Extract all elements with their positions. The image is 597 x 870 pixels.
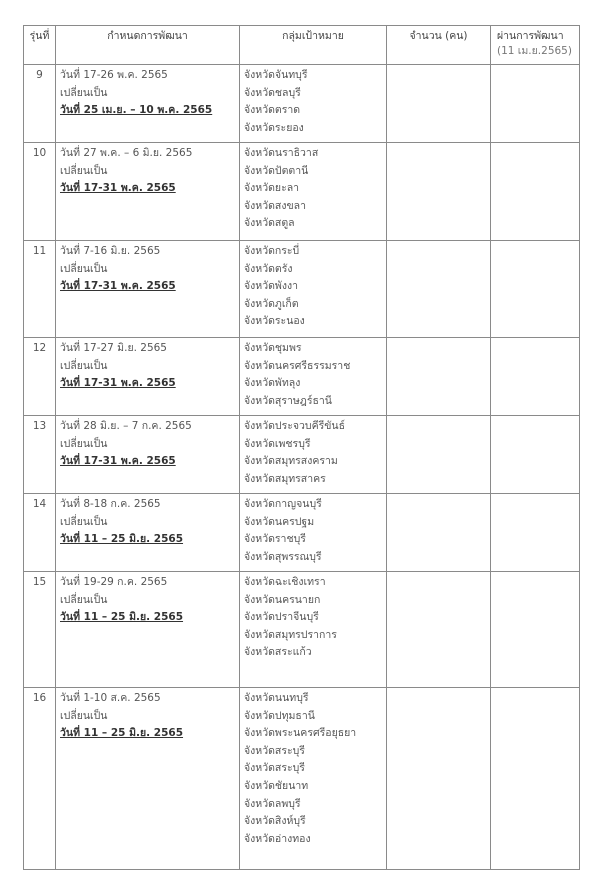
round-number: 10 <box>24 143 56 241</box>
original-date: วันที่ 17-26 พ.ค. 2565 <box>60 69 168 81</box>
changed-to-label: เปลี่ยนเป็น <box>60 164 108 177</box>
original-date: วันที่ 17-27 มิ.ย. 2565 <box>60 342 167 354</box>
schedule-cell <box>56 143 240 241</box>
new-date: วันที่ 11 – 25 มิ.ย. 2565 <box>60 533 184 546</box>
passed-cell <box>491 338 580 416</box>
target-provinces-cell <box>240 143 387 241</box>
count-cell <box>387 143 491 241</box>
table-row <box>24 572 580 688</box>
province-item: จังหวัดสงขลา <box>244 199 306 212</box>
province-item: จังหวัดสมุทรปราการ <box>244 628 337 641</box>
header-passed-label: ผ่านการพัฒนา <box>497 30 564 42</box>
province-item: จังหวัดชลบุรี <box>244 86 301 99</box>
province-item: จังหวัดพระนครศรีอยุธยา <box>244 727 357 740</box>
new-date: วันที่ 17-31 พ.ค. 2565 <box>60 182 176 195</box>
round-number: 11 <box>24 241 56 338</box>
round-number: 13 <box>24 416 56 494</box>
original-date: วันที่ 19-29 ก.ค. 2565 <box>60 576 168 588</box>
province-item: จังหวัดสระบุรี <box>244 744 305 757</box>
target-provinces-cell <box>240 338 387 416</box>
round-number: 9 <box>24 65 56 143</box>
schedule-cell <box>56 65 240 143</box>
new-date: วันที่ 11 – 25 มิ.ย. 2565 <box>60 611 184 624</box>
province-item: จังหวัดอ่างทอง <box>244 832 311 845</box>
passed-cell <box>491 572 580 688</box>
schedule-cell <box>56 494 240 572</box>
target-provinces-cell <box>240 416 387 494</box>
passed-cell <box>491 416 580 494</box>
changed-to-label: เปลี่ยนเป็น <box>60 359 108 372</box>
count-cell <box>387 572 491 688</box>
round-number: 16 <box>24 688 56 870</box>
province-item: จังหวัดเพชรบุรี <box>244 437 311 450</box>
header-target: กลุ่มเป้าหมาย <box>240 26 387 65</box>
table-row <box>24 416 580 494</box>
province-item: จังหวัดระยอง <box>244 121 304 134</box>
schedule-cell <box>56 416 240 494</box>
new-date: วันที่ 17-31 พ.ค. 2565 <box>60 377 176 390</box>
passed-cell <box>491 143 580 241</box>
target-provinces-cell <box>240 494 387 572</box>
province-item: จังหวัดระนอง <box>244 315 305 328</box>
province-item: จังหวัดสิงห์บุรี <box>244 815 306 828</box>
changed-to-label: เปลี่ยนเป็น <box>60 437 108 450</box>
schedule-cell <box>56 688 240 870</box>
header-count: จำนวน (คน) <box>387 26 491 65</box>
changed-to-label: เปลี่ยนเป็น <box>60 593 108 606</box>
province-item: จังหวัดสุพรรณบุรี <box>244 550 322 563</box>
province-item: จังหวัดสุราษฎร์ธานี <box>244 394 332 407</box>
table-row <box>24 65 580 143</box>
count-cell <box>387 494 491 572</box>
round-number: 15 <box>24 572 56 688</box>
table-row <box>24 494 580 572</box>
province-item: จังหวัดพัทลุง <box>244 377 301 390</box>
schedule-cell <box>56 338 240 416</box>
original-date: วันที่ 27 พ.ค. – 6 มิ.ย. 2565 <box>60 147 193 159</box>
count-cell <box>387 241 491 338</box>
schedule-table <box>23 25 580 870</box>
province-item: จังหวัดตรัง <box>244 262 293 275</box>
province-item: จังหวัดพังงา <box>244 280 298 293</box>
province-item: จังหวัดนครปฐม <box>244 515 315 528</box>
count-cell <box>387 416 491 494</box>
province-item: จังหวัดภูเก็ต <box>244 297 299 310</box>
count-cell <box>387 688 491 870</box>
target-provinces-cell <box>240 241 387 338</box>
province-item: จังหวัดนราธิวาส <box>244 147 319 159</box>
province-item: จังหวัดสมุทรสงคราม <box>244 455 338 468</box>
header-schedule: กำหนดการพัฒนา <box>56 26 240 65</box>
new-date: วันที่ 17-31 พ.ค. 2565 <box>60 455 176 468</box>
count-cell <box>387 338 491 416</box>
province-item: จังหวัดนนทบุรี <box>244 692 309 704</box>
new-date: วันที่ 25 เม.ย. – 10 พ.ค. 2565 <box>60 104 213 117</box>
province-item: จังหวัดลพบุรี <box>244 797 301 810</box>
passed-cell <box>491 688 580 870</box>
original-date: วันที่ 1-10 ส.ค. 2565 <box>60 692 161 704</box>
province-item: จังหวัดตราด <box>244 104 301 117</box>
table-header-row <box>24 26 580 65</box>
province-item: จังหวัดสระแก้ว <box>244 646 312 659</box>
header-round: รุ่นที่ <box>24 26 56 65</box>
passed-cell <box>491 241 580 338</box>
province-item: จังหวัดปทุมธานี <box>244 709 315 722</box>
schedule-cell <box>56 572 240 688</box>
count-cell <box>387 65 491 143</box>
province-item: จังหวัดปราจีนบุรี <box>244 611 319 624</box>
header-passed-date: (11 เม.ย.2565) <box>497 45 572 57</box>
province-item: จังหวัดชุมพร <box>244 342 302 354</box>
province-item: จังหวัดปัตตานี <box>244 164 309 177</box>
target-provinces-cell <box>240 572 387 688</box>
province-item: จังหวัดยะลา <box>244 182 300 195</box>
table-row <box>24 338 580 416</box>
new-date: วันที่ 17-31 พ.ค. 2565 <box>60 280 176 293</box>
province-item: จังหวัดจันทบุรี <box>244 69 308 81</box>
province-item: จังหวัดกาญจนบุรี <box>244 498 322 510</box>
province-item: จังหวัดนครนายก <box>244 593 321 606</box>
province-item: จังหวัดนครศรีธรรมราช <box>244 359 351 372</box>
changed-to-label: เปลี่ยนเป็น <box>60 262 108 275</box>
province-item: จังหวัดราชบุรี <box>244 533 306 546</box>
table-row <box>24 241 580 338</box>
table-row <box>24 688 580 870</box>
province-item: จังหวัดกระบี่ <box>244 245 300 257</box>
changed-to-label: เปลี่ยนเป็น <box>60 86 108 99</box>
changed-to-label: เปลี่ยนเป็น <box>60 515 108 528</box>
province-item: จังหวัดประจวบคีรีขันธ์ <box>244 420 346 432</box>
target-provinces-cell <box>240 688 387 870</box>
province-item: จังหวัดสระบุรี <box>244 762 305 775</box>
original-date: วันที่ 8-18 ก.ค. 2565 <box>60 498 161 510</box>
round-number: 12 <box>24 338 56 416</box>
original-date: วันที่ 7-16 มิ.ย. 2565 <box>60 245 161 257</box>
passed-cell <box>491 494 580 572</box>
province-item: จังหวัดฉะเชิงเทรา <box>244 576 326 588</box>
passed-cell <box>491 65 580 143</box>
schedule-cell <box>56 241 240 338</box>
province-item: จังหวัดสมุทรสาคร <box>244 472 326 485</box>
table-row <box>24 143 580 241</box>
header-passed <box>491 26 580 65</box>
province-item: จังหวัดชัยนาท <box>244 779 309 792</box>
original-date: วันที่ 28 มิ.ย. – 7 ก.ค. 2565 <box>60 420 192 432</box>
new-date: วันที่ 11 – 25 มิ.ย. 2565 <box>60 727 184 740</box>
province-item: จังหวัดสตูล <box>244 217 295 230</box>
round-number: 14 <box>24 494 56 572</box>
target-provinces-cell <box>240 65 387 143</box>
changed-to-label: เปลี่ยนเป็น <box>60 709 108 722</box>
